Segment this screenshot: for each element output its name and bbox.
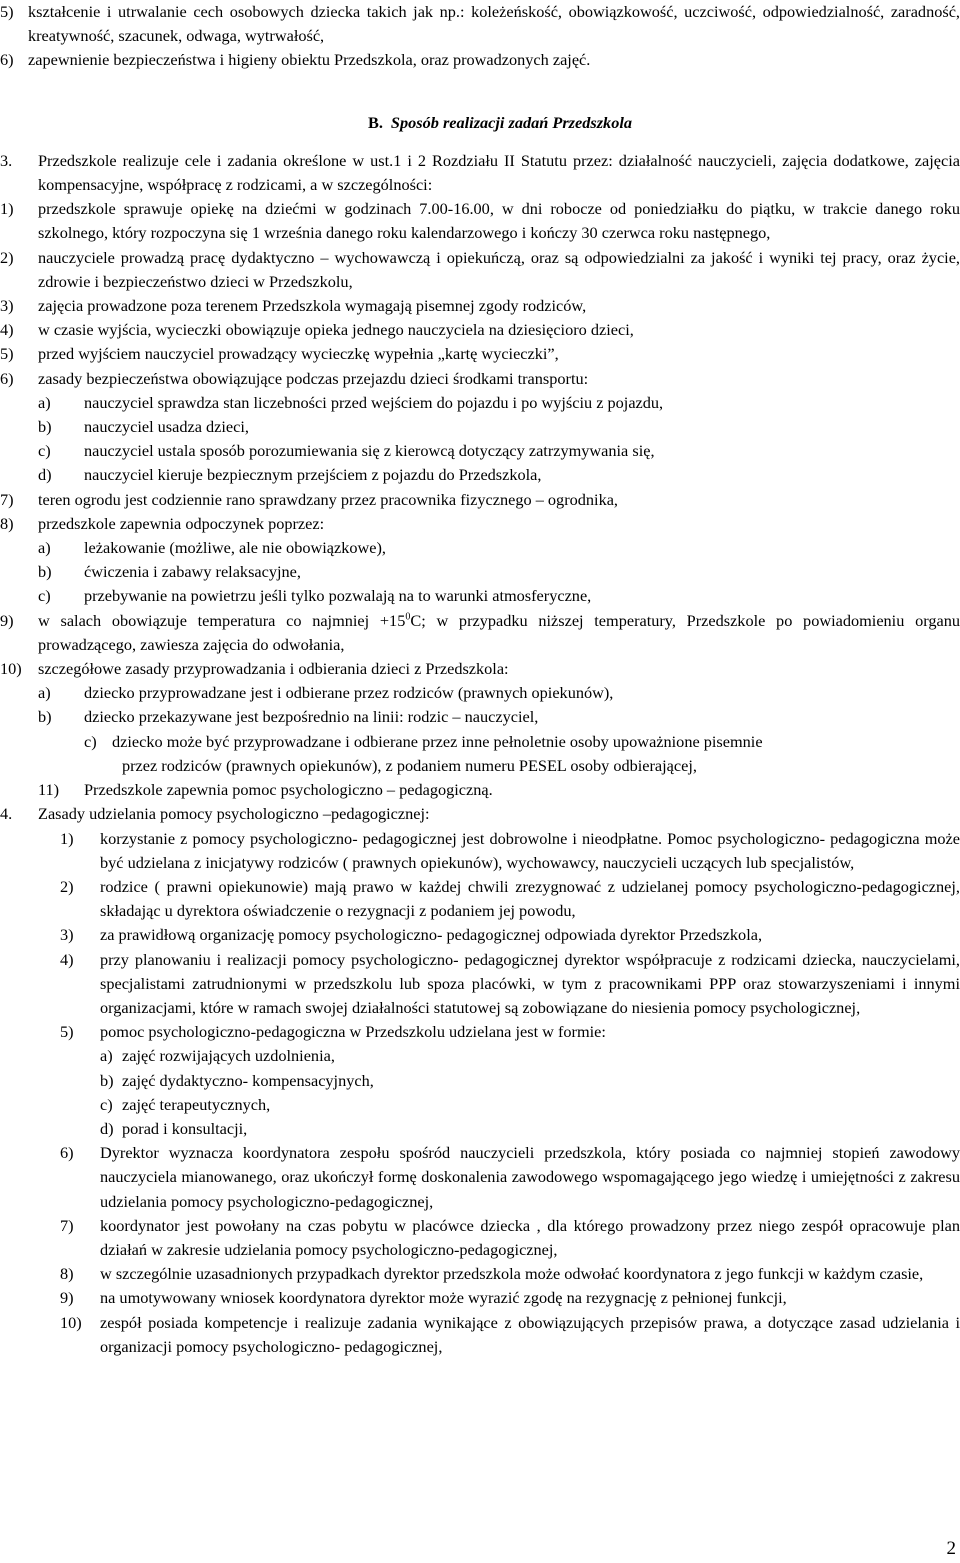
item-number: 5) xyxy=(0,344,14,364)
item-number: 8) xyxy=(0,513,14,533)
item-text: zajęcia prowadzone poza terenem Przedszkola wymagają pisemnej zgody rodziców, xyxy=(38,296,587,316)
item-number: 10) xyxy=(0,659,22,679)
item-text: za prawidłową organizację pomocy psychologiczno- pedagogicznej odpowiada dyrektor Przedszkola, xyxy=(100,925,763,945)
item-text: Dyrektor wyznacza koordynatora zespołu spośród nauczycieli przedszkola, który posiada co najmniej stopień zawodowy nauczyciela mianowanego, oraz ukończył formę doskonalenia zawodowego wspomagającego jego wiedzę i umiejętności z zakresu udzielania pomocy psychologiczno-pedagogicznej, xyxy=(100,1143,960,1211)
item-text: nauczyciele prowadzą pracę dydaktyczno – wychowawczą i opiekuńczą, oraz są odpowiedzialni za jakość i wyniki tej pracy, oraz życie, zdrowie i bezpieczeństwo dzieci w Przedszkolu, xyxy=(38,247,960,291)
sub-item-letter: a) xyxy=(38,538,51,558)
list-item xyxy=(0,657,960,681)
sub-item-letter: d) xyxy=(100,1118,114,1138)
item-text: rodzice ( prawni opiekunowie) mają prawo w każdej chwili zrezygnować z udzielanej pomocy psychologiczno-pedagogicznej, składając u dyrektora oświadczenie o rezygnacji z podaniem jej powodu, xyxy=(100,876,960,921)
item-text: kształcenie i utrwalanie cech osobowych dziecka takich jak np.: koleżeńskość, obowiązkowość, uczciwość, odpowiedzialność, zaradność, kreatywność, szacunek, odwaga, wytrwałość, xyxy=(28,2,960,46)
item-text: przedszkole zapewnia odpoczynek poprzez: xyxy=(38,513,325,533)
list-item xyxy=(0,827,960,875)
list-item xyxy=(0,342,960,366)
sub-item-text: zajęć dydaktyczno- kompensacyjnych, xyxy=(122,1070,374,1090)
sub-item-letter: b) xyxy=(38,707,52,727)
sub-item-letter: b) xyxy=(100,1070,114,1090)
sub-item-letter: a) xyxy=(38,392,51,412)
list-item xyxy=(0,1214,960,1262)
sub-item-letter: c) xyxy=(84,731,97,751)
item-number: 11) xyxy=(38,780,60,800)
list-item xyxy=(0,367,960,391)
item-number: 4) xyxy=(0,320,14,340)
sub-list-item xyxy=(0,1044,960,1068)
list-item xyxy=(0,318,960,342)
sub-item-text: nauczyciel ustala sposób porozumiewania się z kierowcą dotyczący zatrzymywania się, xyxy=(84,441,655,461)
list-item xyxy=(0,875,960,923)
sub-item-text: zajęć terapeutycznych, xyxy=(122,1094,271,1114)
item-text: teren ogrodu jest codziennie rano sprawdzany przez pracownika fizycznego – ogrodnika, xyxy=(38,489,619,509)
list-item xyxy=(0,246,960,294)
sub-item-text: nauczyciel kieruje bezpiecznym przejściem z pojazdu do Przedszkola, xyxy=(84,465,542,485)
sub-list-item xyxy=(0,463,960,487)
item-text: na umotywowany wniosek koordynatora dyrektor może wyrazić zgodę na rezygnację z pełnionej funkcji, xyxy=(100,1288,787,1308)
sub-list-item xyxy=(0,536,960,560)
item-number: 5) xyxy=(60,1022,74,1042)
temperature-text-after: C; w przypadku niższej temperatury, Przedszkole po powiadomieniu organu prowadzącego, zawiesza zajęcia do odwołania, xyxy=(38,610,960,654)
item-text: w szczególnie uzasadnionych przypadkach dyrektor przedszkola może odwołać koordynatora z jego funkcji w każdym czasie, xyxy=(100,1264,924,1284)
sub-list-item xyxy=(0,439,960,463)
list-item xyxy=(0,488,960,512)
item-text: przed wyjściem nauczyciel prowadzący wycieczkę wypełnia „kartę wycieczki”, xyxy=(38,344,559,364)
list-item xyxy=(0,948,960,1021)
sub-item-text: dziecko przyprowadzane jest i odbierane przez rodziców (prawnych opiekunów), xyxy=(84,683,614,703)
item-number: 6) xyxy=(60,1143,74,1163)
sub-list-item xyxy=(0,681,960,705)
list-item xyxy=(0,0,960,48)
sub-item-text: nauczyciel usadza dzieci, xyxy=(84,417,249,437)
item-text: zapewnienie bezpieczeństwa i higieny obiektu Przedszkola, oraz prowadzonych zajęć. xyxy=(28,50,591,70)
item-number: 3) xyxy=(0,296,14,316)
sub-item-letter: c) xyxy=(38,441,51,461)
item-text: korzystanie z pomocy psychologiczno- pedagogicznej jest dobrowolne i nieodpłatne. Pomoc psychologiczno- pedagogiczna może być udzielana z inicjatywy rodziców ( prawnych opiekunów), wychowawcy, nauczycieli uczących lub specjalistów, xyxy=(100,828,960,872)
item-number: 4) xyxy=(60,949,74,969)
item-number: 8) xyxy=(60,1264,74,1284)
sub-item-letter: b) xyxy=(38,562,52,582)
list-item xyxy=(0,48,960,72)
item-text: koordynator jest powołany na czas pobytu w placówce dziecka , dla którego prowadzony przez niego zespół opracowuje plan działań w zakresie udzielania pomocy psychologiczno-pedagogicznej, xyxy=(100,1215,960,1259)
item-number: 9) xyxy=(0,610,14,630)
item-number: 1) xyxy=(0,199,14,219)
sub-item-text: ćwiczenia i zabawy relaksacyjne, xyxy=(84,562,301,582)
section-heading xyxy=(0,111,960,135)
section-number: 4. xyxy=(0,804,13,824)
list-item xyxy=(0,1286,960,1310)
sub-list-item xyxy=(0,1069,960,1093)
sub-list-item xyxy=(0,584,960,608)
sub-list-item xyxy=(0,560,960,584)
item-number: 3) xyxy=(60,925,74,945)
section-intro-text: Zasady udzielania pomocy psychologiczno –pedagogicznej: xyxy=(38,804,430,824)
sub-item-text: nauczyciel sprawdza stan liczebności przed wejściem do pojazdu i po wyjściu z pojazdu, xyxy=(84,392,664,412)
item-number: 5) xyxy=(0,2,14,21)
section-number: 3. xyxy=(0,150,13,170)
section-letter: B. xyxy=(367,112,383,132)
item-number: 1) xyxy=(60,828,74,848)
sub-item-letter: a) xyxy=(100,1046,113,1066)
list-item xyxy=(0,1141,960,1214)
item-number: 10) xyxy=(60,1312,82,1332)
list-item xyxy=(0,197,960,245)
item-text: zasady bezpieczeństwa obowiązujące podczas przejazdu dzieci środkami transportu: xyxy=(38,368,589,388)
item-text: zespół posiada kompetencje i realizuje zadania wynikające z obowiązujących przepisów prawa, a dotyczące zasad udzielania i organizacji pomocy psychologiczno- pedagogicznej, xyxy=(100,1312,960,1356)
list-item xyxy=(0,512,960,536)
sub-item-text: przebywanie na powietrzu jeśli tylko pozwalają na to warunki atmosferyczne, xyxy=(84,586,592,606)
section-3-intro xyxy=(0,149,960,197)
sub-item-letter: c) xyxy=(100,1094,113,1114)
item-text: szczegółowe zasady przyprowadzania i odbierania dzieci z Przedszkola: xyxy=(38,659,509,679)
section-title: Sposób realizacji zadań Przedszkola xyxy=(390,112,633,132)
item-number: 6) xyxy=(0,50,14,70)
item-text: przy planowaniu i realizacji pomocy psychologiczno- pedagogicznej dyrektor współpracuje z rodzicami dziecka, nauczycielami, specjalistami zatrudnionymi w przedszkolu lub spoza placówki, w tym z pracownikami PPP oraz stowarzyszeniami i innymi organizacjami, które w ramach swojej działalności statutowej są zobowiązane do niesienia pomocy psychologicznej, xyxy=(100,949,960,1017)
temperature-text-before: w salach obowiązuje temperatura co najmniej +15 xyxy=(38,610,406,630)
sub-item-text: porad i konsultacji, xyxy=(122,1118,248,1138)
item-number: 6) xyxy=(0,368,14,388)
list-item xyxy=(0,609,960,657)
sub-list-item xyxy=(0,1093,960,1117)
sub-item-text: zajęć rozwijających uzdolnienia, xyxy=(122,1046,335,1066)
sub-list-item xyxy=(0,415,960,439)
sub-list-item xyxy=(0,705,960,729)
list-item xyxy=(0,1020,960,1044)
list-item xyxy=(0,294,960,318)
sub-item-letter: b) xyxy=(38,417,52,437)
item-text: pomoc psychologiczno-pedagogiczna w Przedszkolu udzielana jest w formie: xyxy=(100,1022,606,1042)
sub-list-item xyxy=(0,1117,960,1141)
item-number: 9) xyxy=(60,1288,74,1308)
item-text xyxy=(38,609,960,657)
sub-item-text-line2: przez rodziców (prawnych opiekunów), z podaniem numeru PESEL osoby odbierającej, xyxy=(122,755,697,775)
list-item xyxy=(0,1262,960,1286)
sub-item-letter: d) xyxy=(38,465,52,485)
sub-item-letter: c) xyxy=(38,586,51,606)
item-number: 7) xyxy=(0,489,14,509)
sub-list-item xyxy=(0,730,960,778)
list-item xyxy=(0,923,960,947)
sub-item-text: leżakowanie (możliwe, ale nie obowiązkowe), xyxy=(84,538,386,558)
item-number: 7) xyxy=(60,1215,74,1235)
sub-item-letter: a) xyxy=(38,683,51,703)
section-4-intro xyxy=(0,802,960,826)
temperature-superscript: 0 xyxy=(405,611,411,623)
sub-list-item xyxy=(0,391,960,415)
section-intro-text: Przedszkole realizuje cele i zadania określone w ust.1 i 2 Rozdziału II Statutu przez: działalność nauczycieli, zajęcia dodatkowe, zajęcia kompensacyjne, współpracę z rodzicami, a w szczególności: xyxy=(38,150,960,195)
list-item xyxy=(0,1311,960,1359)
item-text: przedszkole sprawuje opiekę na dziećmi w godzinach 7.00-16.00, w dni robocze od poniedziałku do piątku, w trakcie danego roku szkolnego, który rozpoczyna się 1 września danego roku kalendarzowego i kończy 30 czerwca roku następnego, xyxy=(38,199,960,243)
sub-item-text: dziecko przekazywane jest bezpośrednio na linii: rodzic – nauczyciel, xyxy=(84,707,539,727)
item-number: 2) xyxy=(0,247,14,267)
item-text: Przedszkole zapewnia pomoc psychologiczno – pedagogiczną. xyxy=(84,780,493,800)
sub-item-text-line1: dziecko może być przyprowadzane i odbierane przez inne pełnoletnie osoby upoważnione pisemnie xyxy=(112,731,763,751)
list-item xyxy=(0,778,960,802)
item-text: w czasie wyjścia, wycieczki obowiązuje opieka jednego nauczyciela na dziesięcioro dzieci, xyxy=(38,320,634,340)
item-number: 2) xyxy=(60,876,74,896)
page-number: 2 xyxy=(946,1537,956,1559)
